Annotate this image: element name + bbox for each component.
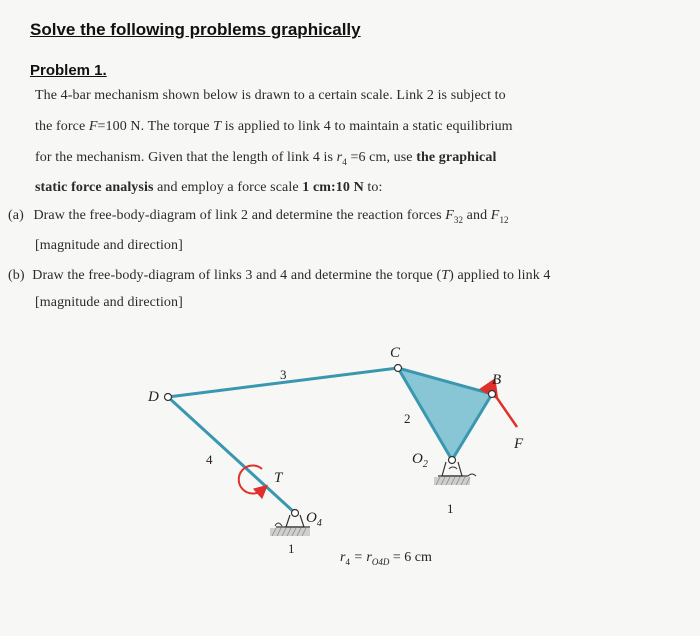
label-force-f: F xyxy=(514,436,524,452)
part-b-line-2 xyxy=(35,295,183,311)
pin-b xyxy=(489,391,496,398)
label-o4: $O_4$ xyxy=(306,510,322,529)
part-b-text-post: ) applied to link 4 xyxy=(449,268,551,283)
label-link-4: 4 xyxy=(206,452,213,467)
part-b-text-pre: Draw the free-body-diagram of links 3 and 4 and determine the torque ( xyxy=(32,268,442,283)
label-link-3: 3 xyxy=(280,367,287,382)
part-a-label: (a) xyxy=(8,208,24,223)
part-a-line-1 xyxy=(8,208,509,225)
intro-line-1-text: The 4-bar mechanism shown below is drawn to a certain scale. Link 2 is subject to xyxy=(35,88,506,103)
torque-symbol: T xyxy=(213,119,222,134)
f12-symbol: F xyxy=(490,208,500,223)
label-d: D xyxy=(148,389,159,405)
f32-subscript: 32 xyxy=(453,214,464,225)
label-torque-t: T xyxy=(274,470,283,486)
page-heading: Solve the following problems graphically xyxy=(30,20,361,39)
link-4 xyxy=(168,397,295,513)
link-2-triangle xyxy=(398,368,492,460)
intro-line-4-bold: static force analysis xyxy=(35,180,154,195)
force-symbol: F xyxy=(88,119,98,134)
intro-line-3-mid: =6 cm, use xyxy=(346,150,417,165)
part-b-torque-symbol: T xyxy=(441,268,450,283)
part-b-magnitude: [magnitude and direction] xyxy=(35,295,183,310)
pin-o4 xyxy=(292,510,299,517)
part-a-text: Draw the free-body-diagram of link 2 and determine the reaction forces xyxy=(33,208,446,223)
f12-subscript: 12 xyxy=(499,214,509,225)
label-c: C xyxy=(390,345,401,361)
intro-line-3-pre: for the mechanism. Given that the length of link 4 is xyxy=(35,150,337,165)
pin-c xyxy=(395,365,402,372)
intro-line-4 xyxy=(35,180,383,196)
label-link-2: 2 xyxy=(404,411,411,426)
part-a-line-2 xyxy=(35,238,183,254)
pin-o2 xyxy=(449,457,456,464)
part-b-line-1 xyxy=(8,268,551,284)
link-4-length-equation: $r_4 = r_{O4D} = 6$ cm xyxy=(340,550,432,567)
intro-line-2-mid: =100 N. The torque xyxy=(97,119,214,134)
intro-line-2-post: is applied to link 4 to maintain a static equilibrium xyxy=(221,119,513,134)
ground-o4 xyxy=(270,515,310,536)
problem-title: Problem 1. xyxy=(30,62,107,79)
r-subscript: 4 xyxy=(342,156,347,167)
part-a-magnitude: [magnitude and direction] xyxy=(35,238,183,253)
force-f-arrow xyxy=(497,398,517,427)
intro-line-4-post: to: xyxy=(363,180,383,195)
intro-line-4-mid: and employ a force scale xyxy=(153,180,303,195)
intro-line-2 xyxy=(35,119,513,135)
mechanism-diagram xyxy=(0,330,700,636)
pin-d xyxy=(165,394,172,401)
force-scale: 1 cm:10 N xyxy=(302,180,364,195)
label-ground-1b: 1 xyxy=(288,541,295,556)
part-b-label: (b) xyxy=(8,268,25,283)
label-o2: $O_2$ xyxy=(412,451,428,470)
ground-o2 xyxy=(434,462,476,485)
label-b: B xyxy=(492,372,502,388)
intro-line-2-pre: the force xyxy=(35,119,89,134)
intro-line-1 xyxy=(35,88,506,104)
intro-line-3 xyxy=(35,150,496,167)
intro-line-3-bold: the graphical xyxy=(416,150,497,165)
f32-symbol: F xyxy=(445,208,454,223)
r-symbol: r xyxy=(336,150,343,165)
label-ground-1a: 1 xyxy=(447,501,454,516)
part-a-and: and xyxy=(463,208,491,223)
